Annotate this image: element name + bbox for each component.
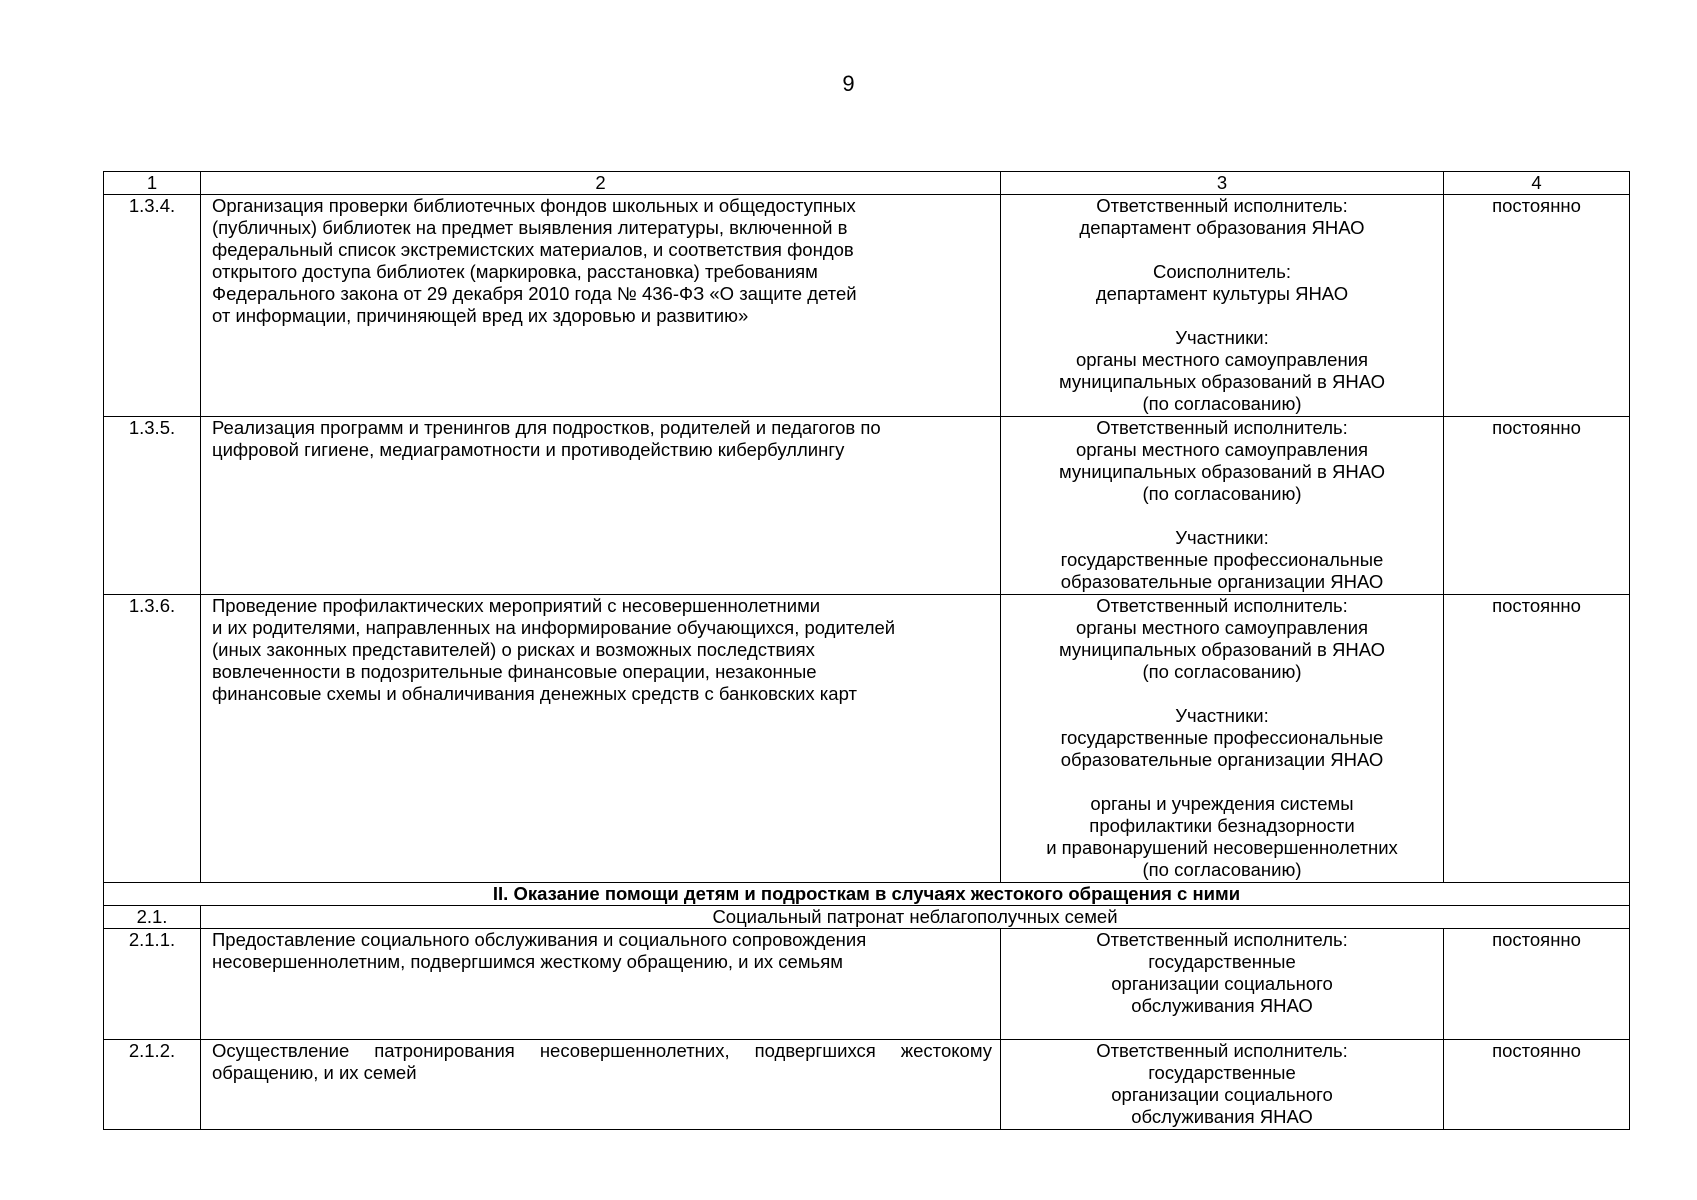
- measure-text: Проведение профилактических мероприятий с несовершеннолетними и их родителями, направленных на информирование обучающихся, родителей (иных законных представителей) о рисках и возможных последствиях вовлеченности в подозрительные финансовые операции, незаконные финансовые схемы и обналичивания денежных средств с банковских карт: [201, 595, 1001, 883]
- measure-text: Осуществление патронирования несовершеннолетних, подвергшихся жестокому обращению, и их семей: [201, 1040, 1001, 1130]
- table-row: [104, 595, 1630, 883]
- section-title: II. Оказание помощи детям и подросткам в случаях жестокого обращения с ними: [104, 883, 1630, 906]
- table-header-row: [104, 172, 1630, 195]
- table-row: [104, 417, 1630, 595]
- table-row: [104, 195, 1630, 417]
- row-number: 2.1.2.: [104, 1040, 201, 1130]
- page-number: 9: [842, 71, 855, 96]
- deadline: постоянно: [1444, 1040, 1630, 1130]
- executors: Ответственный исполнитель: государственные организации социального обслуживания ЯНАО: [1001, 1040, 1444, 1130]
- executors: Ответственный исполнитель: органы местного самоуправления муниципальных образований в ЯНАО (по согласованию) Участники: государственные профессиональные образовательные организации ЯНАО: [1001, 417, 1444, 595]
- deadline: постоянно: [1444, 195, 1630, 417]
- subsection-number: 2.1.: [104, 906, 201, 929]
- subsection-row: [104, 906, 1630, 929]
- header-col-2: 2: [201, 172, 1001, 195]
- executors: Ответственный исполнитель: органы местного самоуправления муниципальных образований в ЯНАО (по согласованию) Участники: государственные профессиональные образовательные организации ЯНАО органы и учреждения системы профилактики безнадзорности и правонарушений несовершеннолетних (по согласованию): [1001, 595, 1444, 883]
- deadline: постоянно: [1444, 417, 1630, 595]
- table-row: [104, 929, 1630, 1040]
- row-number: 2.1.1.: [104, 929, 201, 1040]
- measure-text: Реализация программ и тренингов для подростков, родителей и педагогов по цифровой гигиене, медиаграмотности и противодействию кибербуллингу: [201, 417, 1001, 595]
- header-col-3: 3: [1001, 172, 1444, 195]
- deadline: постоянно: [1444, 595, 1630, 883]
- measure-text: Предоставление социального обслуживания и социального сопровождения несовершеннолетним, подвергшимся жесткому обращению, и их семьям: [201, 929, 1001, 1040]
- row-number: 1.3.4.: [104, 195, 201, 417]
- action-plan-table: [103, 171, 1630, 1130]
- section-row: [104, 883, 1630, 906]
- table-row: [104, 1040, 1630, 1130]
- measure-text: Организация проверки библиотечных фондов школьных и общедоступных (публичных) библиотек на предмет выявления литературы, включенной в федеральный список экстремистских материалов, и соответствия фондов открытого доступа библиотек (маркировка, расстановка) требованиям Федерального закона от 29 декабря 2010 года № 436-ФЗ «О защите детей от информации, причиняющей вред их здоровью и развитию»: [201, 195, 1001, 417]
- executors: Ответственный исполнитель: департамент образования ЯНАО Соисполнитель: департамент культуры ЯНАО Участники: органы местного самоуправления муниципальных образований в ЯНАО (по согласованию): [1001, 195, 1444, 417]
- header-col-4: 4: [1444, 172, 1630, 195]
- deadline: постоянно: [1444, 929, 1630, 1040]
- subsection-title: Социальный патронат неблагополучных семей: [201, 906, 1630, 929]
- row-number: 1.3.6.: [104, 595, 201, 883]
- header-col-1: 1: [104, 172, 201, 195]
- row-number: 1.3.5.: [104, 417, 201, 595]
- executors: Ответственный исполнитель: государственные организации социального обслуживания ЯНАО: [1001, 929, 1444, 1040]
